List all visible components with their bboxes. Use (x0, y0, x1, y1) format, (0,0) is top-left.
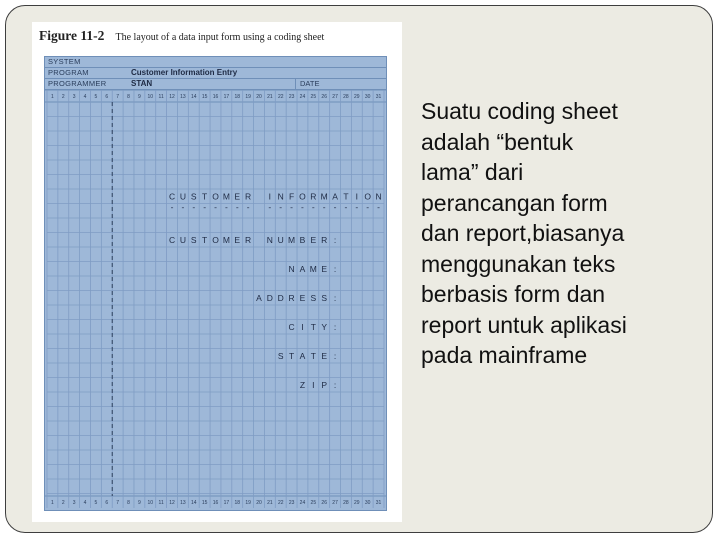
column-number-bottom: 16 (212, 500, 219, 506)
coding-grid (45, 57, 386, 510)
column-number-bottom: 1 (51, 500, 54, 506)
form-cell-character: E (234, 191, 241, 202)
column-number-top: 23 (288, 94, 295, 100)
column-number-top: 16 (212, 94, 219, 100)
column-number-top: 7 (116, 94, 120, 100)
form-cell-character: M (309, 264, 317, 274)
figure-panel (32, 22, 402, 522)
form-cell-character: R (288, 293, 295, 303)
form-cell-character: O (212, 235, 219, 245)
header-date-label: DATE (300, 79, 320, 88)
form-cell-character: Y (321, 322, 328, 332)
column-number-bottom: 3 (72, 500, 76, 506)
form-cell-character: : (333, 264, 337, 274)
column-number-top: 31 (375, 94, 382, 100)
form-cell-character: F (288, 191, 295, 202)
figure-number: Figure 11-2 (39, 28, 105, 43)
form-cell-character: E (321, 264, 328, 274)
column-number-top: 3 (72, 94, 76, 100)
form-underline-character: - (235, 202, 239, 212)
form-cell-character: T (310, 322, 316, 332)
form-cell-character: D (266, 293, 273, 303)
column-number-top: 15 (201, 94, 208, 100)
column-number-bottom: 26 (321, 500, 327, 506)
form-cell-character: S (277, 351, 284, 361)
form-underline-character: - (246, 202, 250, 212)
form-underline-character: - (170, 202, 174, 212)
form-cell-character: N (375, 191, 382, 202)
form-underline-character: - (344, 202, 348, 212)
column-number-top: 28 (343, 94, 349, 100)
column-number-top: 14 (190, 94, 197, 100)
header-value-program: Customer Information Entry (131, 68, 238, 77)
column-number-bottom: 18 (234, 500, 241, 506)
column-number-bottom: 17 (223, 500, 230, 506)
column-number-bottom: 19 (245, 500, 251, 506)
slide (5, 5, 713, 533)
form-cell-character: E (234, 235, 241, 245)
form-underline-character: - (224, 202, 228, 212)
column-number-top: 19 (245, 94, 251, 100)
column-number-bottom: 4 (83, 500, 87, 506)
form-cell-character: R (245, 191, 252, 202)
column-number-top: 22 (277, 94, 284, 100)
form-cell-character: C (168, 235, 176, 245)
description-line: perancangan form (421, 189, 608, 216)
form-cell-character: A (299, 264, 306, 274)
column-number-top: 9 (138, 94, 141, 100)
form-cell-character: T (343, 191, 349, 202)
column-number-top: 24 (299, 94, 306, 100)
form-cell-character: E (321, 351, 328, 361)
figure-caption (39, 28, 324, 44)
form-cell-character: I (355, 191, 359, 202)
form-cell-character: I (312, 380, 315, 390)
column-number-bottom: 24 (299, 500, 306, 506)
column-number-top: 21 (267, 94, 273, 100)
form-cell-character: : (333, 380, 337, 390)
column-number-bottom: 23 (288, 500, 295, 506)
form-cell-character: T (288, 351, 295, 361)
description-line: menggunakan teks (421, 250, 616, 277)
form-underline-character: - (301, 202, 304, 212)
column-number-bottom: 20 (256, 500, 262, 506)
column-number-top: 11 (158, 94, 164, 100)
form-cell-character: C (288, 322, 295, 332)
column-number-top: 13 (180, 94, 186, 100)
form-cell-character: N (266, 235, 273, 245)
form-cell-character: O (299, 191, 306, 202)
form-cell-character: R (321, 235, 328, 245)
description-line: pada mainframe (421, 342, 588, 368)
column-number-bottom: 7 (116, 500, 120, 506)
form-cell-character: M (288, 235, 296, 245)
form-cell-character: A (332, 191, 338, 202)
form-cell-character: : (333, 351, 337, 361)
description-line: report untuk aplikasi (421, 311, 627, 338)
column-number-top: 29 (354, 94, 360, 100)
form-cell-character: D (277, 293, 284, 303)
column-number-top: 4 (83, 94, 87, 100)
form-cell-character: T (310, 351, 316, 361)
form-underline-character: - (377, 202, 380, 212)
form-cell-character: R (245, 235, 252, 245)
form-cell-character: S (190, 235, 197, 245)
header-label-programmer: PROGRAMMER (48, 79, 107, 88)
column-number-bottom: 10 (147, 500, 154, 506)
column-number-bottom: 22 (277, 500, 284, 506)
form-cell-character: R (310, 191, 317, 202)
form-cell-character: O (364, 191, 372, 202)
form-cell-character: T (202, 191, 208, 202)
column-number-bottom: 21 (267, 500, 273, 506)
column-number-bottom: 25 (310, 500, 317, 506)
form-underline-character: - (333, 202, 337, 212)
form-cell-character: N (288, 264, 295, 274)
form-underline-character: - (279, 202, 283, 212)
form-cell-character: U (179, 235, 186, 245)
form-underline-character: - (366, 202, 370, 212)
column-number-top: 18 (234, 94, 241, 100)
form-cell-character: S (310, 293, 317, 303)
description-line: adalah “bentuk (421, 128, 574, 155)
description-line: dan report,biasanya (421, 220, 625, 246)
column-number-top: 30 (364, 94, 371, 100)
column-number-top: 20 (256, 94, 262, 100)
form-cell-character: U (277, 235, 284, 245)
form-underline-character: - (192, 202, 196, 212)
form-cell-character: I (268, 191, 272, 202)
form-cell-character: S (321, 293, 328, 303)
form-cell-character: : (333, 235, 337, 245)
column-number-top: 5 (94, 94, 98, 100)
column-number-top: 1 (51, 94, 54, 100)
column-number-bottom: 28 (343, 500, 349, 506)
coding-sheet (44, 56, 387, 511)
form-underline-character: - (214, 202, 217, 212)
form-underline-character: - (355, 202, 359, 212)
column-number-top: 8 (127, 94, 130, 100)
description-line: lama” dari (421, 159, 524, 185)
column-number-bottom: 12 (169, 500, 175, 506)
form-cell-character: M (222, 191, 230, 202)
column-number-bottom: 6 (105, 500, 109, 506)
form-cell-character: B (299, 235, 306, 245)
form-cell-character: A (299, 351, 306, 361)
form-cell-character: S (190, 191, 197, 202)
column-number-bottom: 11 (158, 500, 164, 506)
column-number-top: 6 (105, 94, 109, 100)
column-number-bottom: 31 (375, 500, 382, 506)
description-line: Suatu coding sheet (421, 98, 618, 124)
column-number-top: 27 (332, 94, 338, 100)
form-cell-character: Z (299, 380, 306, 390)
form-cell-character: E (310, 235, 317, 245)
form-cell-character: : (333, 293, 337, 303)
form-cell-character: P (321, 380, 328, 390)
form-cell-character: O (212, 191, 219, 202)
column-number-bottom: 13 (180, 500, 186, 506)
figure-caption-text: The layout of a data input form using a coding sheet (115, 32, 325, 43)
form-underline-character: - (290, 202, 294, 212)
form-underline-character: - (311, 202, 315, 212)
column-number-top: 12 (169, 94, 175, 100)
column-number-bottom: 27 (332, 500, 338, 506)
description-line: berbasis form dan (421, 281, 606, 307)
form-cell-character: E (299, 293, 306, 303)
column-number-bottom: 2 (61, 500, 65, 506)
form-cell-character: T (202, 235, 208, 245)
header-label-program: PROGRAM (48, 68, 89, 77)
column-number-bottom: 9 (138, 500, 141, 506)
column-number-bottom: 15 (201, 500, 208, 506)
column-number-bottom: 14 (190, 500, 197, 506)
column-number-top: 10 (147, 94, 154, 100)
description-text (421, 96, 706, 371)
form-cell-character: C (168, 191, 176, 202)
form-cell-character: I (301, 322, 304, 332)
column-number-bottom: 29 (354, 500, 360, 506)
column-number-top: 2 (61, 94, 65, 100)
form-cell-character: M (222, 235, 230, 245)
form-underline-character: - (322, 202, 326, 212)
column-number-top: 25 (310, 94, 317, 100)
form-cell-character: : (333, 322, 337, 332)
column-number-top: 17 (223, 94, 230, 100)
column-number-top: 26 (321, 94, 327, 100)
form-underline-character: - (181, 202, 185, 212)
form-underline-character: - (268, 202, 272, 212)
header-value-programmer: STAN (131, 79, 153, 88)
column-number-bottom: 8 (127, 500, 130, 506)
form-underline-character: - (203, 202, 207, 212)
form-cell-character: A (256, 293, 262, 303)
column-number-bottom: 5 (94, 500, 98, 506)
form-cell-character: N (277, 191, 284, 202)
form-cell-character: M (320, 191, 328, 202)
form-cell-character: U (179, 191, 186, 202)
header-label-system: SYSTEM (48, 57, 81, 66)
column-number-bottom: 30 (364, 500, 371, 506)
